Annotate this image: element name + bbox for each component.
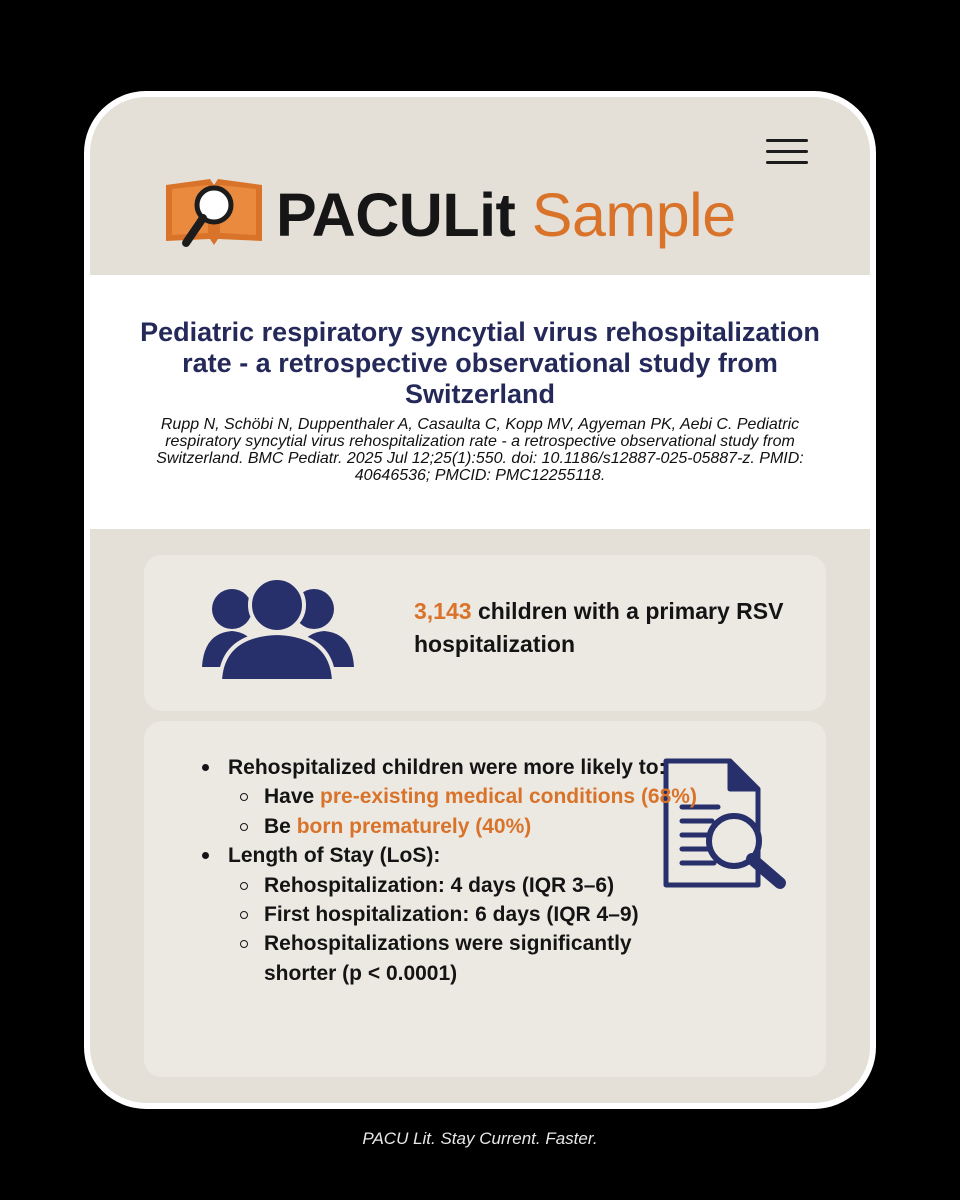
list-item [202,871,702,900]
list-item-text: Rehospitalized children were more likely to: [228,756,666,779]
list-item [202,929,702,988]
list-item [202,900,702,929]
infographic-card [84,91,876,1109]
paper-citation: Rupp N, Schöbi N, Duppenthaler A, Casaulta C, Kopp MV, Agyeman PK, Aebi C. Pediatric respiratory syncytial virus rehospitalization rate - a retrospective observational study from Switzerland. BMC Pediatr. 2025 Jul 12;25(1):550. doi: 10.1186/s12887-025-05887-z. PMID: 40646536; PMCID: PMC12255118. [156,416,804,484]
book-magnifier-icon [164,175,264,253]
list-item-text: Length of Stay (LoS): [228,844,441,868]
brand-name-light: Sample [531,181,736,249]
citation-band [90,275,870,529]
stat-text [414,595,794,661]
findings-box [144,721,826,1077]
list-item [202,753,702,782]
header [90,97,870,275]
brand-name-bold: PACULit [276,181,516,249]
list-item-text: Have [264,785,321,809]
findings-list [202,753,702,988]
highlight-text: pre-existing medical conditions (68%) [320,785,697,809]
people-group-icon [202,579,356,683]
stat-label: children with a primary RSV hospitalization [414,598,784,657]
list-item-text: Rehospitalization: 4 days (IQR 3–6) [264,873,615,897]
hamburger-menu-icon[interactable] [766,137,812,167]
list-item [202,841,702,870]
list-item-text: First hospitalization: 6 days (IQR 4–9) [264,903,639,927]
card-panel [90,97,870,1103]
list-item-text: Rehospitalizations were significantly shorter (p < 0.0001) [264,932,632,985]
highlight-text: born prematurely (40%) [296,814,532,838]
list-item-text: Be [264,814,297,838]
brand-title [276,179,736,251]
stat-number: 3,143 [414,598,472,624]
list-item [202,782,702,811]
stat-box [144,555,826,711]
tagline: PACU Lit. Stay Current. Faster. [362,1129,598,1148]
list-item [202,812,702,841]
paper-title: Pediatric respiratory syncytial virus rehospitalization rate - a retrospective observational study from Switzerland [140,317,820,409]
